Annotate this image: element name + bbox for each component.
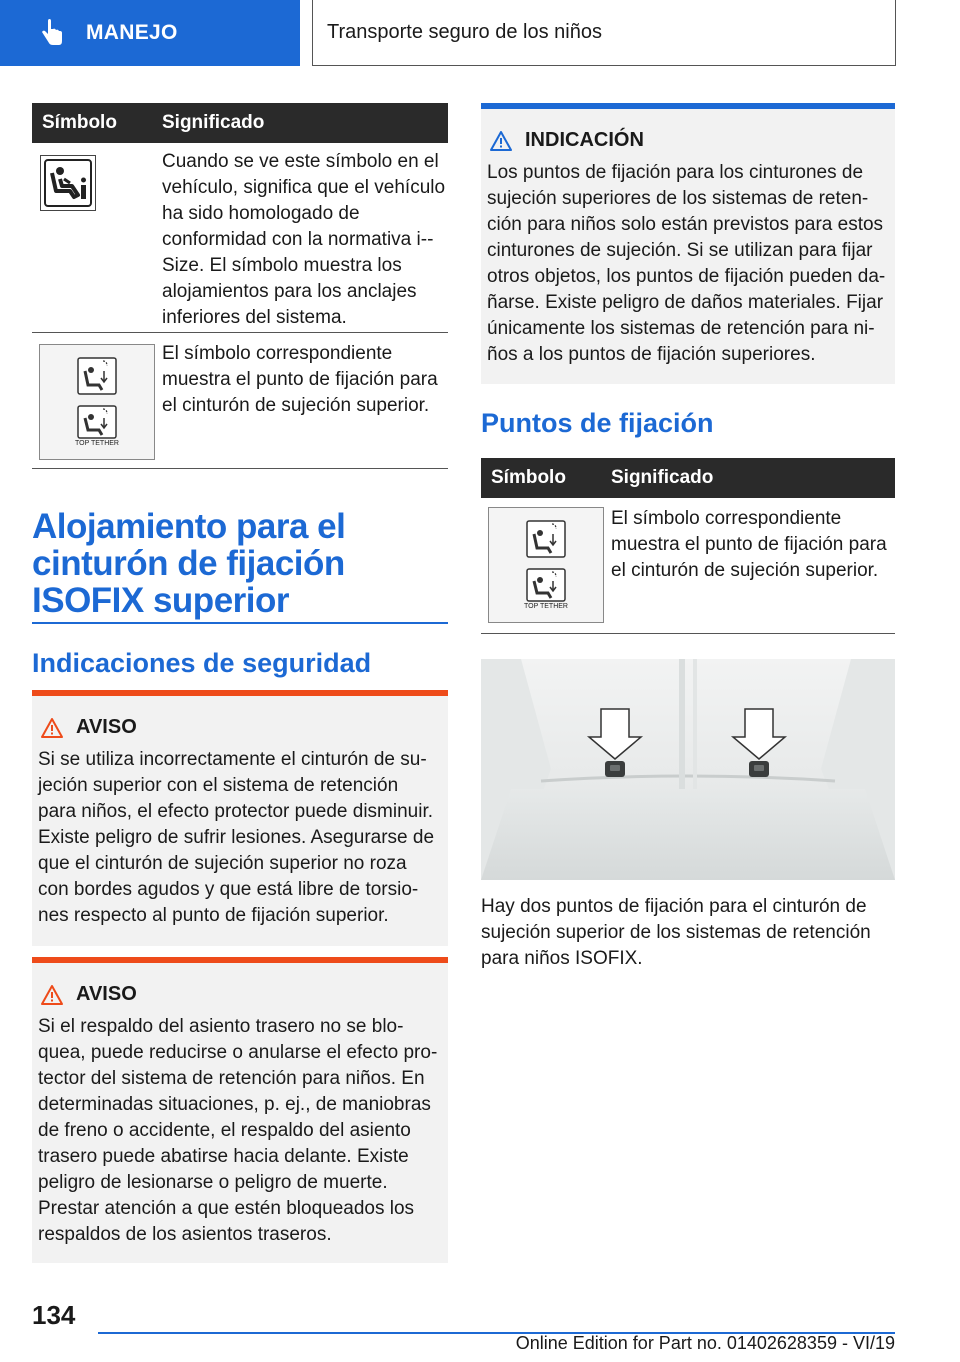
isofix-seat-icon <box>40 155 96 211</box>
warning-text: Si se utiliza incorrectamente el cinturón de sujeción superior con el sistema de retención para niños, el efecto protector puede disminuir. Existe peligro de sufrir lesiones. Asegurarse de que el cinturón de sujeción superior no roza con bordes agudos y que está libre de torsiones respecto al punto de fijación superior. <box>38 749 435 926</box>
warning-box-2 <box>32 957 448 1263</box>
footer-edition: Online Edition for Part no. 01402628359 - VI/19 <box>515 1333 895 1353</box>
symbol-table-2 <box>481 458 895 634</box>
figure-caption: Hay dos puntos de fijación para el cinturón de sujeción superior de los sistemas de retención para niños ISOFIX. <box>481 896 871 969</box>
anchor-points-photo <box>481 659 895 880</box>
col-symbol-header: Símbolo <box>42 112 117 133</box>
subsection-heading-points: Puntos de fijación <box>481 408 714 438</box>
notice-bar <box>481 103 895 109</box>
section-tab[interactable] <box>0 0 300 66</box>
warning-bar <box>32 690 448 696</box>
warning-box-1 <box>32 690 448 946</box>
warning-triangle-icon <box>40 717 64 739</box>
col-symbol-header: Símbolo <box>491 467 566 488</box>
table-row <box>32 143 448 333</box>
top-tether-label: TOP TETHER <box>75 440 119 447</box>
warning-title: AVISO <box>76 716 137 738</box>
table-row <box>481 498 895 634</box>
section-heading: Alojamiento para el cinturón de fijación ISOFIX superior <box>32 507 346 620</box>
symbol-table-1 <box>32 103 448 469</box>
row-description: El símbolo correspondiente muestra el punto de fijación para el cinturón de sujeción superior. <box>162 343 438 416</box>
notice-text: Los puntos de fijación para los cinturones de sujeción superiores de los sistemas de retención para niños solo están previstos para estos cinturones de sujeción. Si se utilizan para fijar otros objetos, los puntos de fijación pueden dañarse. Existe peligro de daños materiales. Fijar únicamente los sistemas de retención para niños a los puntos de fijación superiores. <box>487 162 886 365</box>
top-tether-label: TOP TETHER <box>524 603 568 610</box>
chapter-title: Transporte seguro de los niños <box>312 0 896 66</box>
top-tether-icon <box>39 344 155 460</box>
table-row <box>32 333 448 469</box>
row-description: Cuando se ve este símbolo en el vehículo, significa que el vehículo ha sido homologado de conformidad con la normativa i-Size. El símbolo muestra los alojamientos para los anclajes inferiores del sistema. <box>162 151 446 328</box>
notice-box <box>481 103 895 384</box>
warning-title: AVISO <box>76 983 137 1005</box>
heading-rule <box>32 622 448 624</box>
hand-pointer-icon <box>38 19 66 47</box>
notice-title: INDICACIÓN <box>525 129 644 151</box>
notice-triangle-icon <box>489 130 513 152</box>
warning-triangle-icon <box>40 984 64 1006</box>
col-meaning-header: Significado <box>611 467 714 488</box>
table-header <box>481 458 895 498</box>
top-tether-icon <box>488 507 604 623</box>
warning-bar <box>32 957 448 963</box>
col-meaning-header: Significado <box>162 112 265 133</box>
subsection-heading-safety: Indicaciones de seguridad <box>32 648 372 678</box>
row-description: El símbolo correspondiente muestra el punto de fijación para el cinturón de sujeción superior. <box>611 508 887 581</box>
warning-text: Si el respaldo del asiento trasero no se bloquea, puede reducirse o anularse el efecto protector del sistema de retención para niños. En determinadas situaciones, p. ej., de maniobras de freno o accidente, el respaldo del asiento trasero puede abatirse hacia delante. Existe peligro de lesionarse o peligro de muerte. Prestar atención a que estén bloqueados los respaldos de los asientos traseros. <box>38 1016 438 1245</box>
page-number: 134 <box>32 1300 76 1330</box>
section-title: MANEJO <box>86 21 178 44</box>
